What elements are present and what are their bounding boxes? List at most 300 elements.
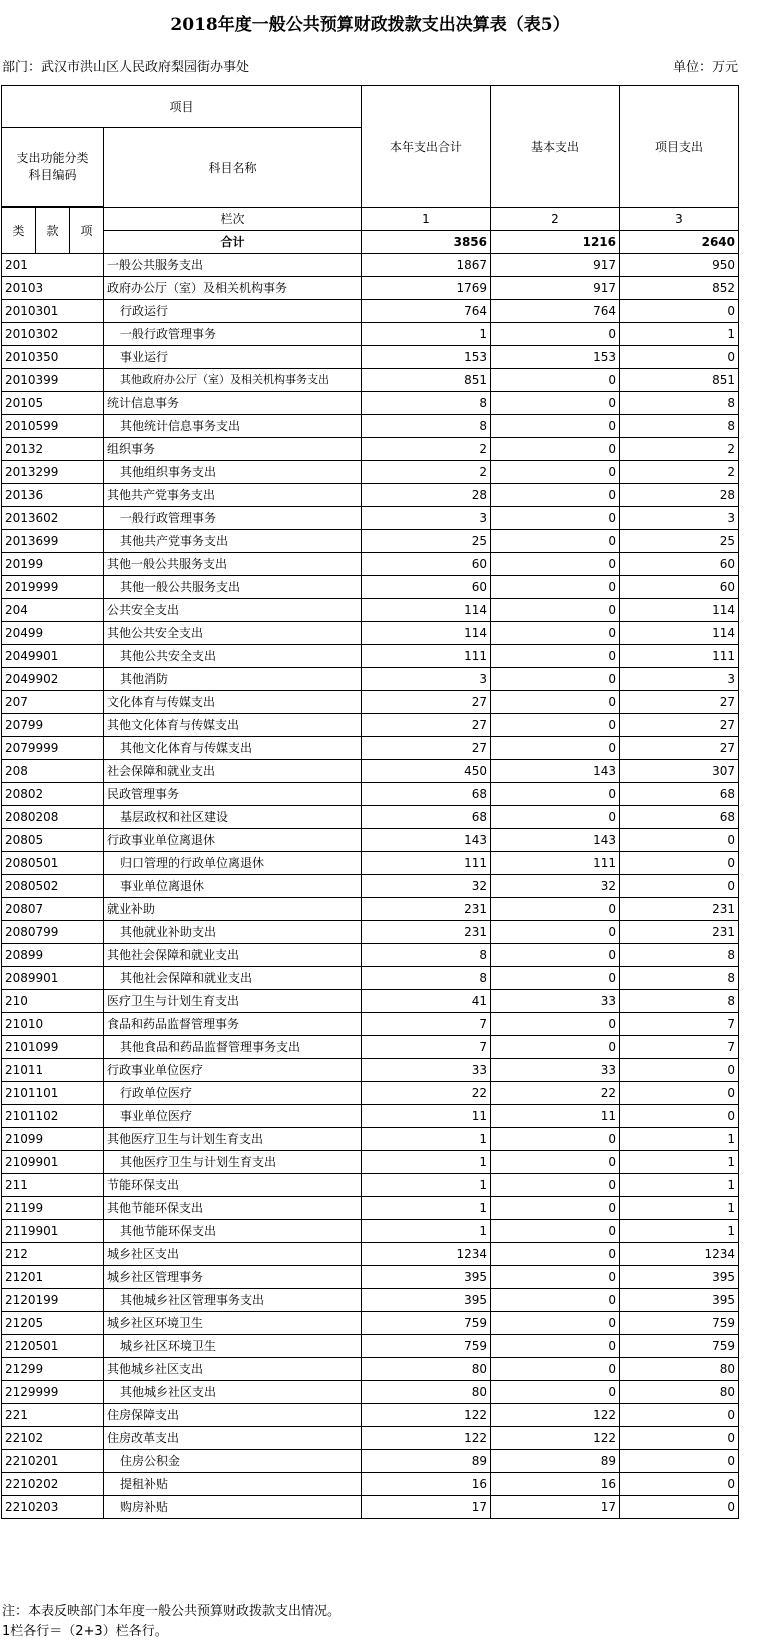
row-code: 20802 bbox=[2, 783, 104, 806]
table-row bbox=[2, 1473, 739, 1496]
row-subject-name: 住房公积金 bbox=[104, 1450, 362, 1473]
row-project: 114 bbox=[620, 599, 739, 622]
row-project: 231 bbox=[620, 921, 739, 944]
row-code: 2120199 bbox=[2, 1289, 104, 1312]
note-line-2: 1栏各行＝（2+3）栏各行。 bbox=[2, 1624, 168, 1639]
row-code: 20805 bbox=[2, 829, 104, 852]
row-total: 111 bbox=[362, 852, 491, 875]
row-code: 2101102 bbox=[2, 1105, 104, 1128]
table-row bbox=[2, 944, 739, 967]
row-code: 2109901 bbox=[2, 1151, 104, 1174]
row-basic: 0 bbox=[491, 438, 620, 461]
row-basic: 0 bbox=[491, 576, 620, 599]
table-row bbox=[2, 1197, 739, 1220]
row-basic: 0 bbox=[491, 645, 620, 668]
table-row bbox=[2, 1404, 739, 1427]
row-total: 1 bbox=[362, 1220, 491, 1243]
row-project: 111 bbox=[620, 645, 739, 668]
row-project: 80 bbox=[620, 1381, 739, 1404]
row-code: 2010599 bbox=[2, 415, 104, 438]
row-basic: 11 bbox=[491, 1105, 620, 1128]
row-basic: 89 bbox=[491, 1450, 620, 1473]
row-project: 25 bbox=[620, 530, 739, 553]
row-total: 80 bbox=[362, 1381, 491, 1404]
header-xiang: 项 bbox=[70, 208, 104, 254]
row-subject-name: 事业单位医疗 bbox=[104, 1105, 362, 1128]
row-code: 2120501 bbox=[2, 1335, 104, 1358]
row-total: 11 bbox=[362, 1105, 491, 1128]
row-project: 27 bbox=[620, 714, 739, 737]
row-project: 0 bbox=[620, 1105, 739, 1128]
row-project: 1 bbox=[620, 323, 739, 346]
header-kuan: 款 bbox=[36, 208, 70, 254]
page-title: 2018年度一般公共预算财政拨款支出决算表（表5） bbox=[170, 15, 570, 35]
table-row bbox=[2, 806, 739, 829]
row-total: 143 bbox=[362, 829, 491, 852]
row-project: 7 bbox=[620, 1036, 739, 1059]
table-row bbox=[2, 1128, 739, 1151]
table-row bbox=[2, 484, 739, 507]
row-basic: 122 bbox=[491, 1427, 620, 1450]
row-basic: 0 bbox=[491, 714, 620, 737]
row-basic: 0 bbox=[491, 392, 620, 415]
table-row bbox=[2, 645, 739, 668]
row-total: 231 bbox=[362, 898, 491, 921]
row-project: 8 bbox=[620, 967, 739, 990]
row-project: 7 bbox=[620, 1013, 739, 1036]
row-basic: 32 bbox=[491, 875, 620, 898]
row-project: 2 bbox=[620, 461, 739, 484]
row-basic: 0 bbox=[491, 599, 620, 622]
row-code: 2210201 bbox=[2, 1450, 104, 1473]
table-row bbox=[2, 1427, 739, 1450]
row-code: 21010 bbox=[2, 1013, 104, 1036]
row-project: 0 bbox=[620, 346, 739, 369]
row-total: 68 bbox=[362, 806, 491, 829]
row-project: 27 bbox=[620, 737, 739, 760]
row-code: 2010301 bbox=[2, 300, 104, 323]
row-total: 32 bbox=[362, 875, 491, 898]
row-project: 0 bbox=[620, 1059, 739, 1082]
row-total: 1 bbox=[362, 323, 491, 346]
table-row bbox=[2, 1082, 739, 1105]
row-basic: 0 bbox=[491, 1197, 620, 1220]
row-project: 759 bbox=[620, 1312, 739, 1335]
row-basic: 0 bbox=[491, 944, 620, 967]
row-total: 1867 bbox=[362, 254, 491, 277]
row-total: 22 bbox=[362, 1082, 491, 1105]
row-total: 1 bbox=[362, 1197, 491, 1220]
row-project: 759 bbox=[620, 1335, 739, 1358]
header-item: 项目 bbox=[2, 86, 362, 128]
row-project: 1 bbox=[620, 1151, 739, 1174]
row-basic: 0 bbox=[491, 1243, 620, 1266]
row-basic: 0 bbox=[491, 898, 620, 921]
row-subject-name: 一般行政管理事务 bbox=[104, 507, 362, 530]
row-total: 1 bbox=[362, 1151, 491, 1174]
row-subject-name: 行政事业单位离退休 bbox=[104, 829, 362, 852]
row-total: 8 bbox=[362, 944, 491, 967]
table-row bbox=[2, 369, 739, 392]
table-row bbox=[2, 277, 739, 300]
expenditure-table bbox=[1, 85, 739, 1519]
row-project: 1 bbox=[620, 1197, 739, 1220]
row-subject-name: 其他一般公共服务支出 bbox=[104, 576, 362, 599]
table-row bbox=[2, 1496, 739, 1519]
row-total: 60 bbox=[362, 553, 491, 576]
row-project: 1234 bbox=[620, 1243, 739, 1266]
row-subject-name: 住房保障支出 bbox=[104, 1404, 362, 1427]
row-subject-name: 其他一般公共服务支出 bbox=[104, 553, 362, 576]
table-row bbox=[2, 760, 739, 783]
row-subject-name: 其他城乡社区支出 bbox=[104, 1381, 362, 1404]
row-subject-name: 医疗卫生与计划生育支出 bbox=[104, 990, 362, 1013]
table-row bbox=[2, 553, 739, 576]
table-row bbox=[2, 1243, 739, 1266]
table-row bbox=[2, 691, 739, 714]
row-code: 2210202 bbox=[2, 1473, 104, 1496]
row-subject-name: 基层政权和社区建设 bbox=[104, 806, 362, 829]
table-row bbox=[2, 530, 739, 553]
row-basic: 0 bbox=[491, 553, 620, 576]
row-basic: 0 bbox=[491, 783, 620, 806]
table-row bbox=[2, 714, 739, 737]
row-code: 2210203 bbox=[2, 1496, 104, 1519]
row-subject-name: 其他医疗卫生与计划生育支出 bbox=[104, 1151, 362, 1174]
table-row bbox=[2, 1151, 739, 1174]
total-project: 2640 bbox=[620, 231, 739, 254]
row-code: 20136 bbox=[2, 484, 104, 507]
row-code: 212 bbox=[2, 1243, 104, 1266]
row-subject-name: 节能环保支出 bbox=[104, 1174, 362, 1197]
table-row bbox=[2, 990, 739, 1013]
row-code: 208 bbox=[2, 760, 104, 783]
table-row bbox=[2, 415, 739, 438]
total-row bbox=[2, 231, 739, 254]
row-basic: 0 bbox=[491, 1335, 620, 1358]
table-row bbox=[2, 875, 739, 898]
row-subject-name: 其他消防 bbox=[104, 668, 362, 691]
row-basic: 0 bbox=[491, 1174, 620, 1197]
row-total: 33 bbox=[362, 1059, 491, 1082]
row-subject-name: 城乡社区支出 bbox=[104, 1243, 362, 1266]
row-code: 21011 bbox=[2, 1059, 104, 1082]
row-code: 2080208 bbox=[2, 806, 104, 829]
row-subject-name: 文化体育与传媒支出 bbox=[104, 691, 362, 714]
row-code: 2013602 bbox=[2, 507, 104, 530]
row-code: 20105 bbox=[2, 392, 104, 415]
table-row bbox=[2, 1289, 739, 1312]
row-basic: 0 bbox=[491, 484, 620, 507]
row-code: 2010399 bbox=[2, 369, 104, 392]
row-subject-name: 其他城乡社区管理事务支出 bbox=[104, 1289, 362, 1312]
row-subject-name: 公共安全支出 bbox=[104, 599, 362, 622]
row-subject-name: 民政管理事务 bbox=[104, 783, 362, 806]
row-total: 7 bbox=[362, 1013, 491, 1036]
row-basic: 0 bbox=[491, 323, 620, 346]
row-total: 759 bbox=[362, 1312, 491, 1335]
row-project: 852 bbox=[620, 277, 739, 300]
row-total: 395 bbox=[362, 1289, 491, 1312]
row-subject-name: 食品和药品监督管理事务 bbox=[104, 1013, 362, 1036]
row-basic: 0 bbox=[491, 668, 620, 691]
row-project: 950 bbox=[620, 254, 739, 277]
row-total: 16 bbox=[362, 1473, 491, 1496]
row-subject-name: 政府办公厅（室）及相关机构事务 bbox=[104, 277, 362, 300]
row-code: 2101099 bbox=[2, 1036, 104, 1059]
row-total: 122 bbox=[362, 1427, 491, 1450]
table-row bbox=[2, 852, 739, 875]
table-row bbox=[2, 1013, 739, 1036]
table-row bbox=[2, 898, 739, 921]
total-total: 3856 bbox=[362, 231, 491, 254]
row-basic: 0 bbox=[491, 530, 620, 553]
table-row bbox=[2, 1358, 739, 1381]
row-basic: 0 bbox=[491, 967, 620, 990]
row-basic: 0 bbox=[491, 1358, 620, 1381]
row-code: 20899 bbox=[2, 944, 104, 967]
row-code: 211 bbox=[2, 1174, 104, 1197]
row-subject-name: 其他医疗卫生与计划生育支出 bbox=[104, 1128, 362, 1151]
row-subject-name: 其他社会保障和就业支出 bbox=[104, 967, 362, 990]
row-total: 114 bbox=[362, 622, 491, 645]
row-total: 7 bbox=[362, 1036, 491, 1059]
row-subject-name: 其他食品和药品监督管理事务支出 bbox=[104, 1036, 362, 1059]
row-basic: 0 bbox=[491, 1220, 620, 1243]
row-code: 20799 bbox=[2, 714, 104, 737]
row-code: 22102 bbox=[2, 1427, 104, 1450]
row-code: 204 bbox=[2, 599, 104, 622]
header-idx-2: 2 bbox=[491, 208, 620, 231]
row-project: 0 bbox=[620, 829, 739, 852]
table-row bbox=[2, 346, 739, 369]
row-basic: 143 bbox=[491, 760, 620, 783]
row-subject-name: 购房补贴 bbox=[104, 1496, 362, 1519]
table-row bbox=[2, 461, 739, 484]
row-project: 851 bbox=[620, 369, 739, 392]
row-subject-name: 其他社会保障和就业支出 bbox=[104, 944, 362, 967]
row-total: 851 bbox=[362, 369, 491, 392]
row-project: 28 bbox=[620, 484, 739, 507]
row-total: 759 bbox=[362, 1335, 491, 1358]
row-subject-name: 其他共产党事务支出 bbox=[104, 484, 362, 507]
row-total: 25 bbox=[362, 530, 491, 553]
row-total: 1 bbox=[362, 1128, 491, 1151]
table-row bbox=[2, 622, 739, 645]
row-total: 114 bbox=[362, 599, 491, 622]
row-basic: 122 bbox=[491, 1404, 620, 1427]
header-lanci: 栏次 bbox=[104, 208, 362, 231]
row-total: 27 bbox=[362, 691, 491, 714]
table-row bbox=[2, 323, 739, 346]
row-subject-name: 提租补贴 bbox=[104, 1473, 362, 1496]
table-row bbox=[2, 1105, 739, 1128]
row-basic: 0 bbox=[491, 1312, 620, 1335]
row-basic: 0 bbox=[491, 369, 620, 392]
row-project: 68 bbox=[620, 783, 739, 806]
table-row bbox=[2, 737, 739, 760]
row-code: 2049902 bbox=[2, 668, 104, 691]
row-basic: 0 bbox=[491, 1013, 620, 1036]
table-row bbox=[2, 1059, 739, 1082]
row-subject-name: 事业运行 bbox=[104, 346, 362, 369]
row-code: 2080501 bbox=[2, 852, 104, 875]
row-code: 20132 bbox=[2, 438, 104, 461]
row-code: 20103 bbox=[2, 277, 104, 300]
row-total: 1769 bbox=[362, 277, 491, 300]
row-code: 2089901 bbox=[2, 967, 104, 990]
row-project: 395 bbox=[620, 1266, 739, 1289]
row-code: 21201 bbox=[2, 1266, 104, 1289]
row-total: 1 bbox=[362, 1174, 491, 1197]
header-idx-3: 3 bbox=[620, 208, 739, 231]
row-subject-name: 住房改革支出 bbox=[104, 1427, 362, 1450]
row-subject-name: 其他节能环保支出 bbox=[104, 1220, 362, 1243]
row-project: 8 bbox=[620, 990, 739, 1013]
header-func-code: 支出功能分类科目编码 bbox=[2, 128, 104, 207]
row-basic: 17 bbox=[491, 1496, 620, 1519]
row-basic: 0 bbox=[491, 691, 620, 714]
row-code: 20199 bbox=[2, 553, 104, 576]
table-row bbox=[2, 507, 739, 530]
row-total: 3 bbox=[362, 668, 491, 691]
row-project: 60 bbox=[620, 553, 739, 576]
table-row bbox=[2, 392, 739, 415]
row-project: 0 bbox=[620, 875, 739, 898]
row-code: 2079999 bbox=[2, 737, 104, 760]
table-row bbox=[2, 599, 739, 622]
row-basic: 764 bbox=[491, 300, 620, 323]
row-project: 60 bbox=[620, 576, 739, 599]
row-basic: 0 bbox=[491, 1381, 620, 1404]
row-project: 1 bbox=[620, 1128, 739, 1151]
row-code: 210 bbox=[2, 990, 104, 1013]
row-project: 80 bbox=[620, 1358, 739, 1381]
row-project: 3 bbox=[620, 507, 739, 530]
row-basic: 0 bbox=[491, 415, 620, 438]
row-subject-name: 其他公共安全支出 bbox=[104, 622, 362, 645]
row-basic: 0 bbox=[491, 1289, 620, 1312]
row-code: 2013299 bbox=[2, 461, 104, 484]
total-basic: 1216 bbox=[491, 231, 620, 254]
header-subject-name: 科目名称 bbox=[104, 128, 362, 208]
row-project: 0 bbox=[620, 1427, 739, 1450]
header-col-basic: 基本支出 bbox=[491, 86, 620, 208]
row-code: 2101101 bbox=[2, 1082, 104, 1105]
row-subject-name: 其他就业补助支出 bbox=[104, 921, 362, 944]
row-subject-name: 其他文化体育与传媒支出 bbox=[104, 737, 362, 760]
row-project: 27 bbox=[620, 691, 739, 714]
table-row bbox=[2, 1335, 739, 1358]
row-code: 2080502 bbox=[2, 875, 104, 898]
table-row bbox=[2, 300, 739, 323]
row-project: 8 bbox=[620, 392, 739, 415]
row-subject-name: 其他城乡社区支出 bbox=[104, 1358, 362, 1381]
row-total: 122 bbox=[362, 1404, 491, 1427]
row-project: 0 bbox=[620, 1404, 739, 1427]
row-total: 3 bbox=[362, 507, 491, 530]
row-total: 41 bbox=[362, 990, 491, 1013]
row-total: 8 bbox=[362, 967, 491, 990]
row-code: 2080799 bbox=[2, 921, 104, 944]
row-total: 153 bbox=[362, 346, 491, 369]
row-basic: 0 bbox=[491, 806, 620, 829]
row-code: 2129999 bbox=[2, 1381, 104, 1404]
row-total: 8 bbox=[362, 392, 491, 415]
row-subject-name: 其他政府办公厅（室）及相关机构事务支出 bbox=[104, 369, 362, 392]
table-row bbox=[2, 967, 739, 990]
table-row bbox=[2, 829, 739, 852]
note-line-1: 注：本表反映部门本年度一般公共预算财政拨款支出情况。 bbox=[2, 1604, 341, 1619]
row-subject-name: 一般公共服务支出 bbox=[104, 254, 362, 277]
row-project: 2 bbox=[620, 438, 739, 461]
row-subject-name: 其他共产党事务支出 bbox=[104, 530, 362, 553]
row-total: 8 bbox=[362, 415, 491, 438]
row-total: 17 bbox=[362, 1496, 491, 1519]
row-subject-name: 其他统计信息事务支出 bbox=[104, 415, 362, 438]
row-project: 8 bbox=[620, 415, 739, 438]
table-body bbox=[2, 86, 739, 1519]
row-code: 2019999 bbox=[2, 576, 104, 599]
row-basic: 22 bbox=[491, 1082, 620, 1105]
department-label: 部门：武汉市洪山区人民政府梨园街办事处 bbox=[2, 60, 250, 75]
row-basic: 917 bbox=[491, 277, 620, 300]
row-total: 111 bbox=[362, 645, 491, 668]
total-label: 合计 bbox=[104, 231, 362, 254]
row-subject-name: 城乡社区管理事务 bbox=[104, 1266, 362, 1289]
row-code: 207 bbox=[2, 691, 104, 714]
row-total: 27 bbox=[362, 714, 491, 737]
row-project: 1 bbox=[620, 1220, 739, 1243]
row-basic: 0 bbox=[491, 737, 620, 760]
table-row bbox=[2, 254, 739, 277]
header-row-1 bbox=[2, 86, 739, 128]
row-code: 21205 bbox=[2, 1312, 104, 1335]
table-row bbox=[2, 668, 739, 691]
row-project: 231 bbox=[620, 898, 739, 921]
row-code: 21299 bbox=[2, 1358, 104, 1381]
row-basic: 0 bbox=[491, 1151, 620, 1174]
row-basic: 111 bbox=[491, 852, 620, 875]
row-subject-name: 就业补助 bbox=[104, 898, 362, 921]
row-project: 0 bbox=[620, 1450, 739, 1473]
row-subject-name: 城乡社区环境卫生 bbox=[104, 1312, 362, 1335]
row-total: 89 bbox=[362, 1450, 491, 1473]
row-subject-name: 组织事务 bbox=[104, 438, 362, 461]
row-project: 307 bbox=[620, 760, 739, 783]
row-basic: 153 bbox=[491, 346, 620, 369]
row-subject-name: 城乡社区环境卫生 bbox=[104, 1335, 362, 1358]
header-col-project: 项目支出 bbox=[620, 86, 739, 208]
row-subject-name: 行政运行 bbox=[104, 300, 362, 323]
row-project: 0 bbox=[620, 852, 739, 875]
table-row bbox=[2, 1381, 739, 1404]
row-total: 27 bbox=[362, 737, 491, 760]
header-lei: 类 bbox=[2, 208, 36, 254]
unit-label: 单位：万元 bbox=[672, 60, 738, 75]
table-row bbox=[2, 1312, 739, 1335]
row-total: 1234 bbox=[362, 1243, 491, 1266]
row-basic: 33 bbox=[491, 1059, 620, 1082]
row-subject-name: 其他公共安全支出 bbox=[104, 645, 362, 668]
row-basic: 0 bbox=[491, 622, 620, 645]
header-idx-1: 1 bbox=[362, 208, 491, 231]
table-row bbox=[2, 576, 739, 599]
row-project: 1 bbox=[620, 1174, 739, 1197]
row-basic: 917 bbox=[491, 254, 620, 277]
row-code: 2049901 bbox=[2, 645, 104, 668]
row-code: 221 bbox=[2, 1404, 104, 1427]
